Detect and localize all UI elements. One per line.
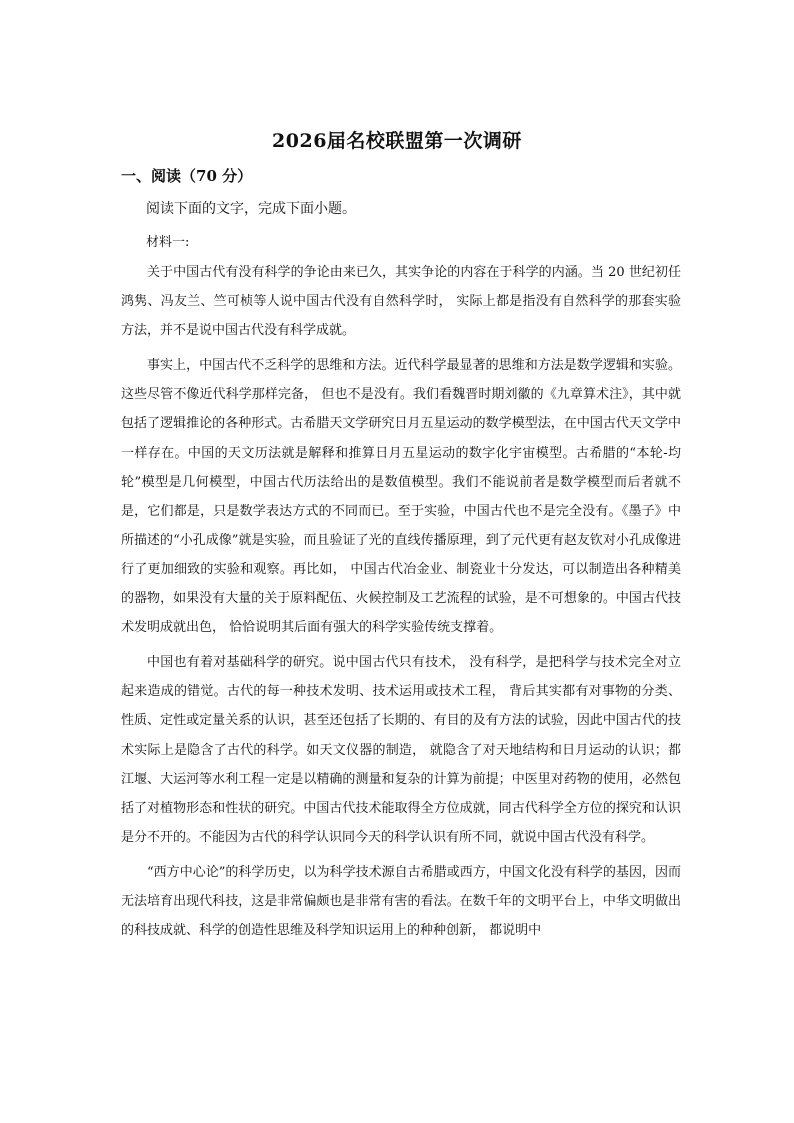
passage-body bbox=[121, 258, 681, 951]
paragraph: 关于中国古代有没有科学的争论由来已久，其实争论的内容在于科学的内涵。当 20 世纪初任鸿隽、冯友兰、竺可桢等人说中国古代没有自然科学时， 实际上都是指没有自然科学的那套实验方法，并不是说中国古代没有科学成就。 bbox=[121, 265, 681, 339]
document-title: 2026届名校联盟第一次调研 bbox=[272, 130, 522, 152]
paragraph: 事实上，中国古代不乏科学的思维和方法。近代科学最显著的思维和方法是数学逻辑和实验。这些尽管不像近代科学那样完备， 但也不是没有。我们看魏晋时期刘徽的《九章算术注》，其中就包括了逻辑推论的各种形式。古希腊天文学研究日月五星运动的数学模型法，在中国古代天文学中一样存在。中国的天文历法就是解释和推算日月五星运动的数字化宇宙模型。古希腊的“本轮-均轮”模型是几何模型，中国古代历法给出的是数值模型。我们不能说前者是数学模型而后者就不是，它们都是，只是数学表达方式的不同而已。至于实验，中国古代也不是完全没有。《墨子》中所描述的“小孔成像”就是实验，而且验证了光的直线传播原理，到了元代更有赵友钦对小孔成像进行了更加细致的实验和观察。再比如， 中国古代冶金业、制瓷业十分发达，可以制造出各种精美的器物，如果没有大量的关于原料配伍、火候控制及工艺流程的试验，是不可想象的。中国古代技术发明成就出色， 恰恰说明其后面有强大的科学实验传统支撑着。 bbox=[121, 358, 681, 636]
paragraph: “西方中心论”的科学历史，以为科学技术源自古希腊或西方，中国文化没有科学的基因，因而无法培育出现代科技，这是非常偏颇也是非常有害的看法。在数千年的文明平台上，中华文明做出的科技成就、科学的创造性思维及科学知识运用上的种种创新， 都说明中 bbox=[121, 864, 681, 939]
material-label: 材料一: bbox=[146, 235, 190, 250]
paragraph: 中国也有着对基础科学的研究。说中国古代只有技术， 没有科学，是把科学与技术完全对立起来造成的错觉。古代的每一种技术发明、技术运用或技术工程， 背后其实都有对事物的分类、性质、定性或定量关系的认识，甚至还包括了长期的、有目的及有方法的试验，因此中国古代的技术实际上是隐含了古代的科学。如天文仪器的制造， 就隐含了对天地结构和日月运动的认识；都江堰、大运河等水利工程一定是以精确的测量和复杂的计算为前提；中医里对药物的使用，必然包括了对植物形态和性状的研究。中国古代技术能取得全方位成就，同古代科学全方位的探究和认识是分不开的。不能因为古代的科学认识同今天的科学认识有所不同，就说中国古代没有科学。 bbox=[121, 655, 681, 845]
reading-instruction: 阅读下面的文字，完成下面小题。 bbox=[146, 201, 356, 217]
section-heading: 一、阅读（70 分） bbox=[121, 167, 253, 185]
